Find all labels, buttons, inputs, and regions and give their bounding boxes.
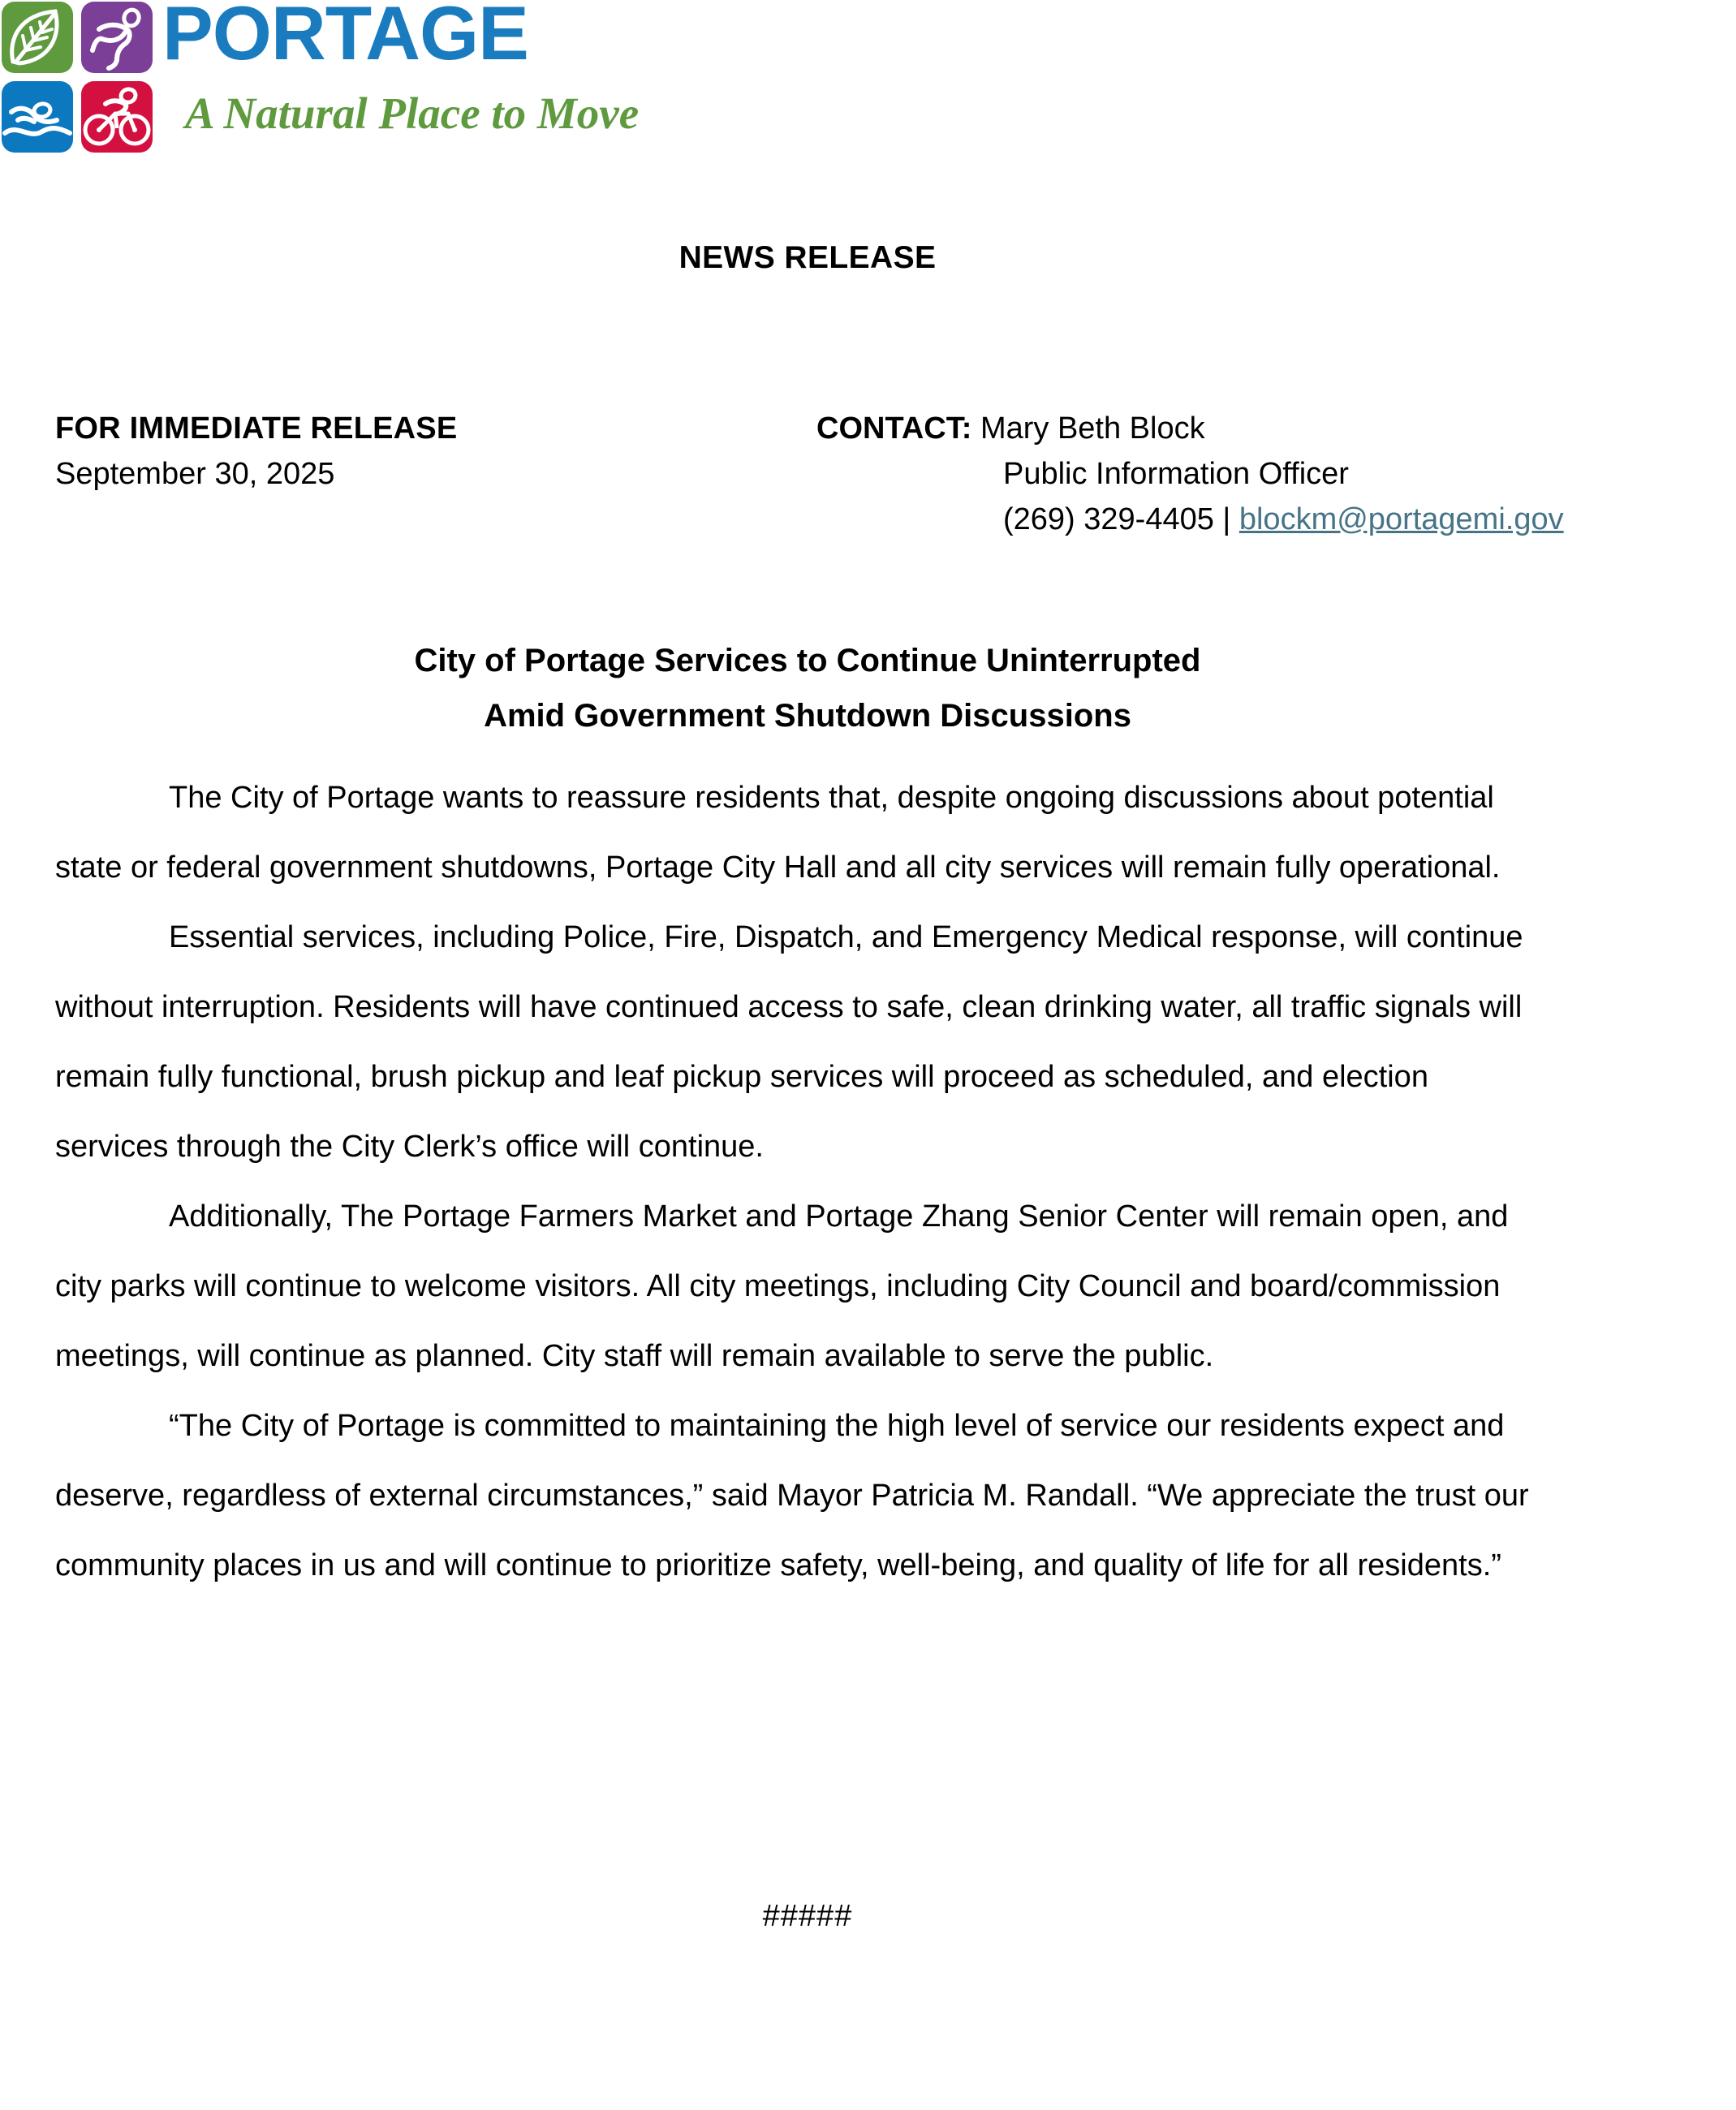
contact-name: Mary Beth Block <box>980 411 1205 446</box>
release-timing-block <box>55 406 786 497</box>
paragraph: The City of Portage wants to reassure residents that, despite ongoing discussions about potential state or federal government shutdowns, Portage City Hall and all city services will remain fully operational. <box>55 781 1501 885</box>
leaf-icon <box>2 2 73 73</box>
cyclist-icon <box>81 81 153 153</box>
paragraph: Additionally, The Portage Farmers Market and Portage Zhang Senior Center will remain open, and city parks will continue to welcome visitors. All city meetings, including City Council and board/commission meetings, will continue as planned. City staff will remain available to serve the public. <box>55 1199 1509 1373</box>
logo-tagline: A Natural Place to Move <box>185 88 640 138</box>
paragraph: Essential services, including Police, Fire, Dispatch, and Emergency Medical response, will continue without interruption. Residents will have continued access to safe, clean drinking water, all traffic signals will remain fully functional, brush pickup and leaf pickup services will proceed as scheduled, and election services through the City Clerk’s office will continue. <box>55 920 1523 1164</box>
contact-title-line <box>816 451 1693 497</box>
contact-block <box>816 406 1693 542</box>
press-release-headline <box>0 633 1615 743</box>
press-release-body <box>55 763 1544 1600</box>
paragraph: “The City of Portage is committed to maintaining the high level of service our residents expect and deserve, regardless of external circumstances,” said Mayor Patricia M. Randall. “We appreciate the trust our community places in us and will continue to prioritize safety, well-being, and quality of life for all residents.” <box>55 1409 1529 1582</box>
runner-icon <box>81 2 153 73</box>
contact-separator: | <box>1222 502 1231 536</box>
for-immediate-release-label: FOR IMMEDIATE RELEASE <box>55 411 458 446</box>
headline-line-2: Amid Government Shutdown Discussions <box>484 698 1131 734</box>
swimmer-tile <box>2 81 73 153</box>
contact-email-link[interactable]: blockm@portagemi.gov <box>1238 502 1564 536</box>
swimmer-icon <box>2 81 73 153</box>
contact-phone-email-line <box>816 497 1693 542</box>
portage-logo <box>0 0 674 159</box>
logo-tile-grid <box>2 2 157 157</box>
contact-title: Public Information Officer <box>1003 457 1349 491</box>
headline-line-1: City of Portage Services to Continue Uninterrupted <box>414 643 1201 678</box>
logo-wordmark: PORTAGE <box>162 0 528 75</box>
runner-tile <box>81 2 153 73</box>
release-date: September 30, 2025 <box>55 457 335 491</box>
end-mark: ##### <box>762 1899 853 1933</box>
contact-phone: (269) 329-4405 <box>1003 502 1214 536</box>
cyclist-tile <box>81 81 153 153</box>
contact-name-line <box>816 406 1693 451</box>
news-release-heading: NEWS RELEASE <box>678 240 937 275</box>
leaf-tile <box>2 2 73 73</box>
contact-label: CONTACT: <box>816 411 972 446</box>
